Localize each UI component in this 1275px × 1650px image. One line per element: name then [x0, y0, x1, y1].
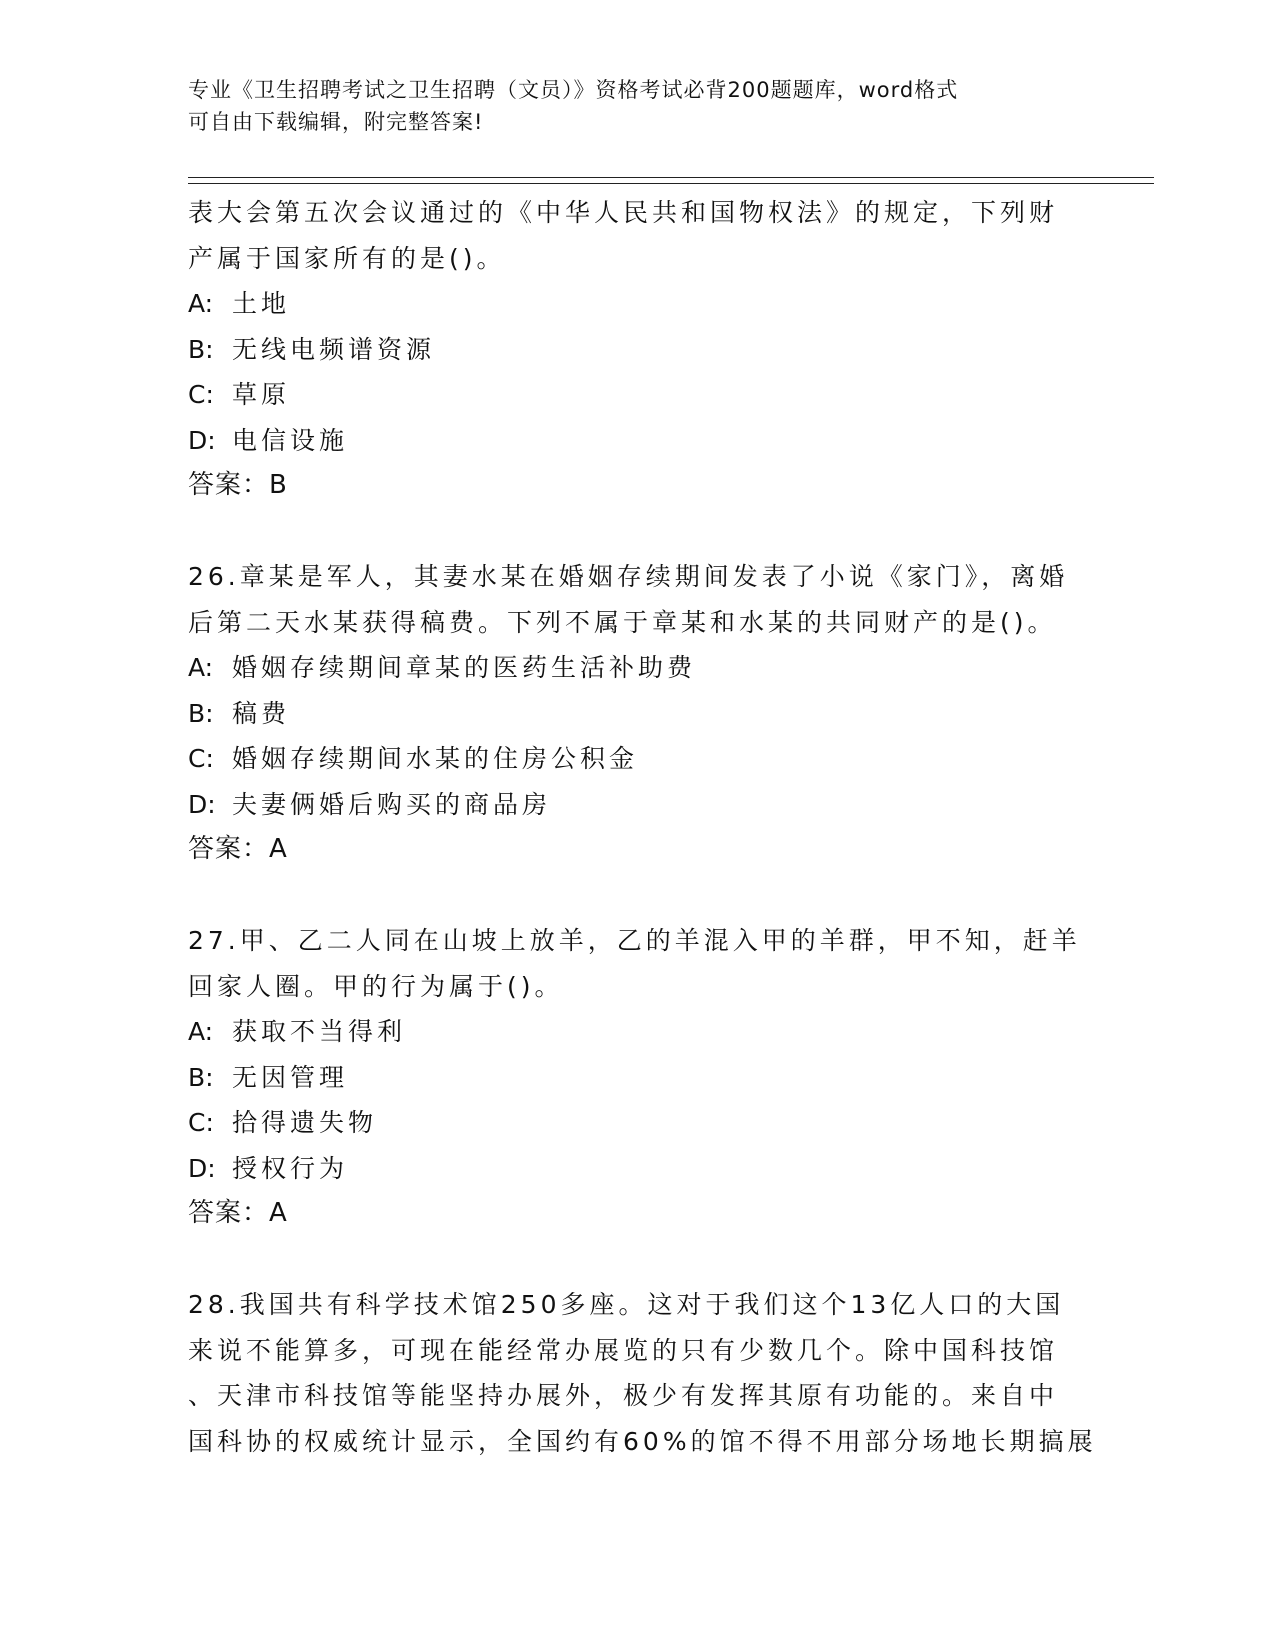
header-rule-bottom	[188, 183, 1154, 184]
question-text: 产属于国家所有的是()。	[188, 243, 506, 273]
question-text: 28.我国共有科学技术馆250多座。这对于我们这个13亿人口的大国	[188, 1290, 1065, 1319]
answer: 答案：A	[188, 834, 288, 864]
question-27	[188, 918, 1088, 1237]
question-text: 回家人圈。甲的行为属于()。	[188, 971, 564, 1001]
option-c: C: 婚姻存续期间水某的住房公积金	[188, 744, 639, 773]
question-text: 后第二天水某获得稿费。下列不属于章某和水某的共同财产的是()。	[188, 607, 1057, 637]
option-b: B: 无因管理	[188, 1062, 349, 1092]
option-b: B: 稿费	[188, 698, 291, 728]
option-c: C: 草原	[188, 380, 291, 409]
option-a: A: 土地	[188, 289, 291, 318]
question-text: 国科协的权威统计显示，全国约有60%的馆不得不用部分场地长期搞展	[188, 1426, 1097, 1456]
option-b: B: 无线电频谱资源	[188, 334, 436, 364]
answer: 答案：B	[188, 470, 288, 500]
option-c: C: 拾得遗失物	[188, 1108, 378, 1137]
option-d: D: 授权行为	[188, 1153, 349, 1183]
question-text: 27.甲、乙二人同在山坡上放羊，乙的羊混入甲的羊群，甲不知，赶羊	[188, 926, 1081, 955]
document-header	[188, 74, 1078, 138]
question-text: 来说不能算多，可现在能经常办展览的只有少数几个。除中国科技馆	[188, 1335, 1059, 1365]
question-25	[188, 190, 1088, 509]
option-a: A: 获取不当得利	[188, 1017, 407, 1046]
option-d: D: 电信设施	[188, 425, 349, 455]
answer: 答案：A	[188, 1198, 288, 1228]
question-26	[188, 554, 1088, 873]
question-text: 、天津市科技馆等能坚持办展外，极少有发挥其原有功能的。来自中	[188, 1381, 1059, 1410]
header-rule-top	[188, 177, 1154, 178]
header-line-1: 专业《卫生招聘考试之卫生招聘（文员）》资格考试必背200题题库，word格式	[188, 78, 959, 102]
option-d: D: 夫妻俩婚后购买的商品房	[188, 789, 552, 819]
header-line-2: 可自由下载编辑，附完整答案!	[188, 110, 484, 134]
question-text: 表大会第五次会议通过的《中华人民共和国物权法》的规定，下列财	[188, 198, 1059, 227]
question-text: 26.章某是军人，其妻水某在婚姻存续期间发表了小说《家门》，离婚	[188, 562, 1069, 591]
question-28	[188, 1282, 1097, 1464]
option-a: A: 婚姻存续期间章某的医药生活补助费	[188, 653, 697, 682]
document-body	[188, 190, 1097, 1464]
